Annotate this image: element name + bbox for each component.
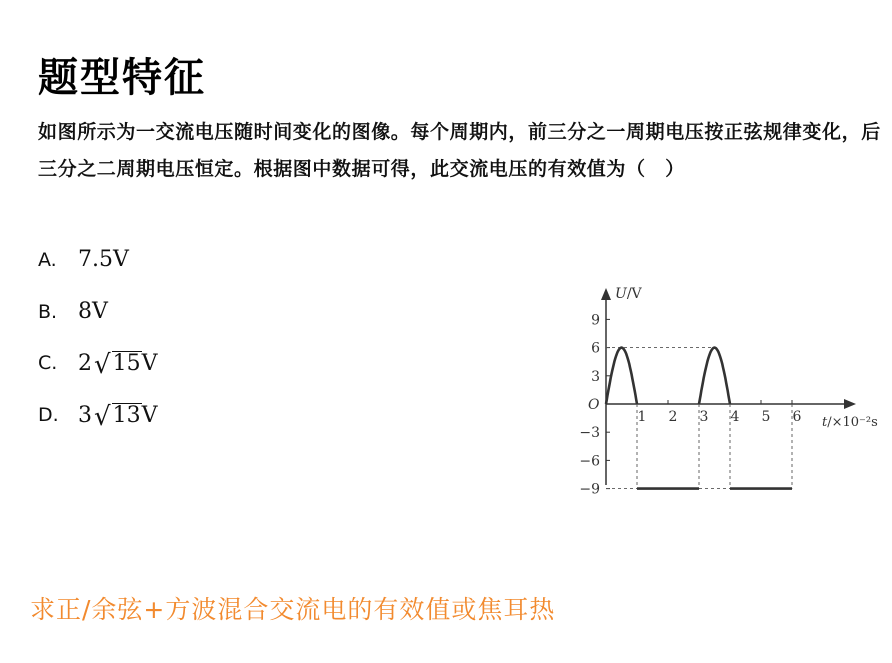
option-value: 7.5V [78, 247, 129, 272]
radicand: 13 [112, 402, 141, 428]
option-value: 8V [78, 299, 108, 324]
topic-footer: 求正/余弦+方波混合交流电的有效值或焦耳热 [30, 595, 556, 624]
x-tick-label: 6 [792, 409, 802, 425]
y-axis-label: U/V [615, 286, 642, 302]
x-tick-label: 4 [730, 409, 740, 425]
option-coefficient: 2 [78, 350, 92, 376]
radicand: 15 [112, 350, 141, 376]
sine-hump-2 [699, 348, 730, 404]
sine-hump-1 [606, 348, 637, 404]
option-letter: B. [38, 300, 58, 323]
x-tick-label: 2 [668, 409, 678, 425]
radical-sign: √ [94, 350, 111, 380]
x-tick-label: 5 [761, 409, 771, 425]
option-unit: V [141, 402, 158, 428]
y-tick-label: 6 [591, 340, 600, 357]
y-tick-label: 9 [591, 312, 600, 329]
option-d[interactable] [38, 402, 158, 432]
question-text: 如图所示为一交流电压随时间变化的图像。每个周期内，前三分之一周期电压按正弦规律变化，后三分之二周期电压恒定。根据图中数据可得，此交流电压的有效值为（ ） [38, 121, 881, 180]
x-tick-label: 3 [699, 409, 709, 425]
option-coefficient: 3 [78, 402, 92, 428]
x-axis-arrow [844, 399, 856, 409]
option-b[interactable] [38, 299, 108, 324]
option-letter: C. [38, 352, 58, 374]
voltage-time-graph [560, 280, 890, 495]
page-title: 题型特征 [38, 55, 206, 101]
option-c[interactable] [38, 350, 158, 380]
y-axis-arrow [601, 288, 611, 300]
sqrt-expression [92, 350, 142, 380]
radical-sign: √ [94, 402, 111, 432]
option-a[interactable] [38, 247, 129, 272]
origin-label: O [588, 397, 600, 413]
option-letter: D. [38, 404, 59, 426]
option-unit: V [141, 350, 158, 376]
x-axis-label: t/×10⁻²s [822, 415, 878, 430]
y-tick-label: −9 [579, 481, 600, 495]
y-tick-label: −6 [579, 453, 600, 470]
option-letter: A. [38, 248, 57, 271]
sqrt-expression [92, 402, 142, 432]
x-tick-label: 1 [637, 409, 647, 425]
y-tick-label: −3 [579, 425, 600, 442]
y-tick-label: 3 [591, 368, 600, 385]
